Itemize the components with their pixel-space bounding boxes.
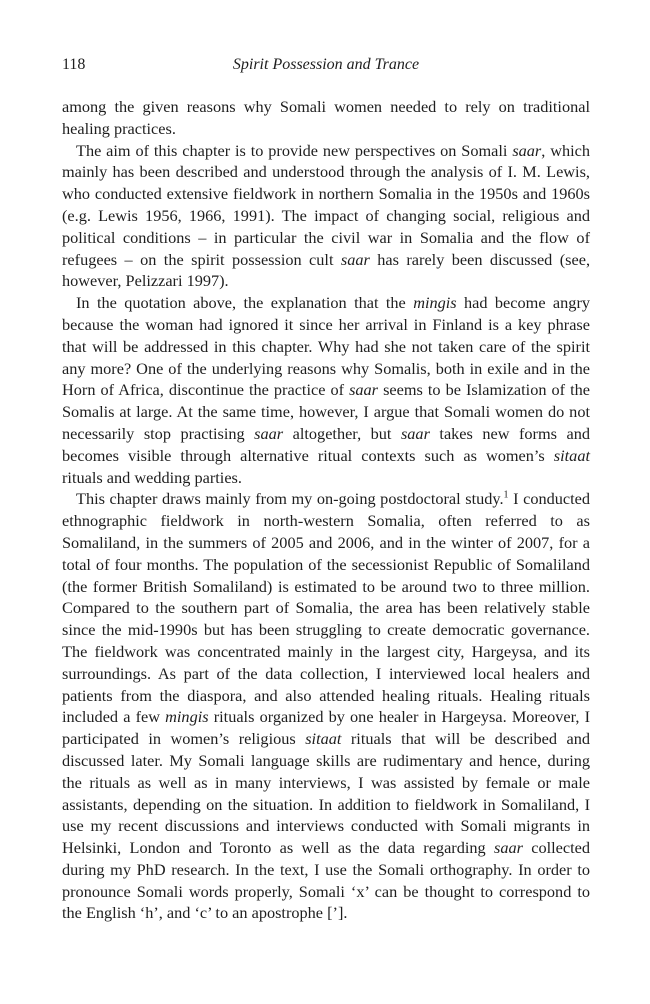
text-segment: This chapter draws mainly from my on-going postdoctoral study. xyxy=(76,489,504,509)
running-head xyxy=(62,56,590,78)
paragraph xyxy=(62,140,590,293)
italic-term: saar xyxy=(349,380,379,400)
italic-term: saar xyxy=(340,249,370,269)
text-segment: seems to be Islamization of the Somalis at large. At the same time, however, I argue that Somali women do not necessarily stop practising xyxy=(62,380,591,443)
text-segment: I conducted ethnographic fieldwork in north-western Somalia, often referred to as Somaliland, in the summers of 2005 and 2006, and in the winter of 2007, for a total of four months. The population of the secessionist Republic of Somaliland (the former British Somaliland) is estimated to be around two to three million. Compared to the southern part of Somalia, the area has been relatively stable since the mid-1990s but has been struggling to create democratic governance. The fieldwork was concentrated mainly in the largest city, Hargeysa, and its surroundings. As part of the data collection, I interviewed local healers and patients from the diaspora, and also attended healing rituals. Healing rituals included a few xyxy=(62,489,590,727)
text-segment: has rarely been discussed (see, however, Pelizzari 1997). xyxy=(62,249,591,291)
footnote-marker: 1 xyxy=(503,489,509,501)
text-segment: rituals organized by one healer in Hargeysa. Moreover, I participated in women’s religious xyxy=(62,707,590,749)
page-number: 118 xyxy=(62,56,86,73)
italic-term: mingis xyxy=(165,707,209,727)
running-title: Spirit Possession and Trance xyxy=(232,56,420,73)
italic-term: saar xyxy=(512,140,542,160)
paragraph xyxy=(62,96,590,140)
paragraph xyxy=(62,292,590,488)
italic-term: saar xyxy=(493,838,523,858)
text-segment: , which mainly has been described and understood through the analysis of I. M. Lewis, who conducted extensive fieldwork in northern Somalia in the 1950s and 1960s (e.g. Lewis 1956, 1966, 1991). The impact of changing social, religious and political conditions – in particular the civil war in Somalia and the flow of refugees – on the spirit possession cult xyxy=(62,140,591,269)
body-text xyxy=(62,96,590,924)
italic-term: mingis xyxy=(413,293,457,313)
text-segment: rituals and wedding parties. xyxy=(62,467,242,487)
italic-term: sitaat xyxy=(305,729,342,749)
text-segment: takes new forms and becomes visible through alternative ritual contexts such as women’s xyxy=(62,423,590,465)
italic-term: sitaat xyxy=(553,445,590,465)
text-segment: The aim of this chapter is to provide new perspectives on Somali xyxy=(76,140,513,160)
italic-term: saar xyxy=(400,423,430,443)
text-segment: among the given reasons why Somali women needed to rely on traditional healing practices. xyxy=(62,97,590,138)
text-segment: rituals that will be described and discussed later. My Somali language skills are rudimentary and hence, during the rituals as well as in many interviews, I was assisted by female or male assistants, depending on the situation. In addition to fieldwork in Somaliland, I use my recent discussions and interviews conducted with Somali migrants in Helsinki, London and Toronto as well as the data regarding xyxy=(62,729,590,858)
text-segment: altogether, but xyxy=(283,423,401,443)
text-segment: In the quotation above, the explanation that the xyxy=(76,293,414,313)
text-segment: collected during my PhD research. In the text, I use the Somali orthography. In order to pronounce Somali words properly, Somali ‘x’ can be thought to correspond to the English ‘h’, and ‘c’ to an apostrophe [’]. xyxy=(62,838,591,923)
paragraph xyxy=(62,488,590,924)
text-segment: had become angry because the woman had ignored it since her arrival in Finland is a key phrase that will be addressed in this chapter. Why had she not taken care of the spirit any more? One of the underlying reasons why Somalis, both in exile and in the Horn of Africa, discontinue the practice of xyxy=(62,293,591,400)
italic-term: saar xyxy=(254,423,284,443)
